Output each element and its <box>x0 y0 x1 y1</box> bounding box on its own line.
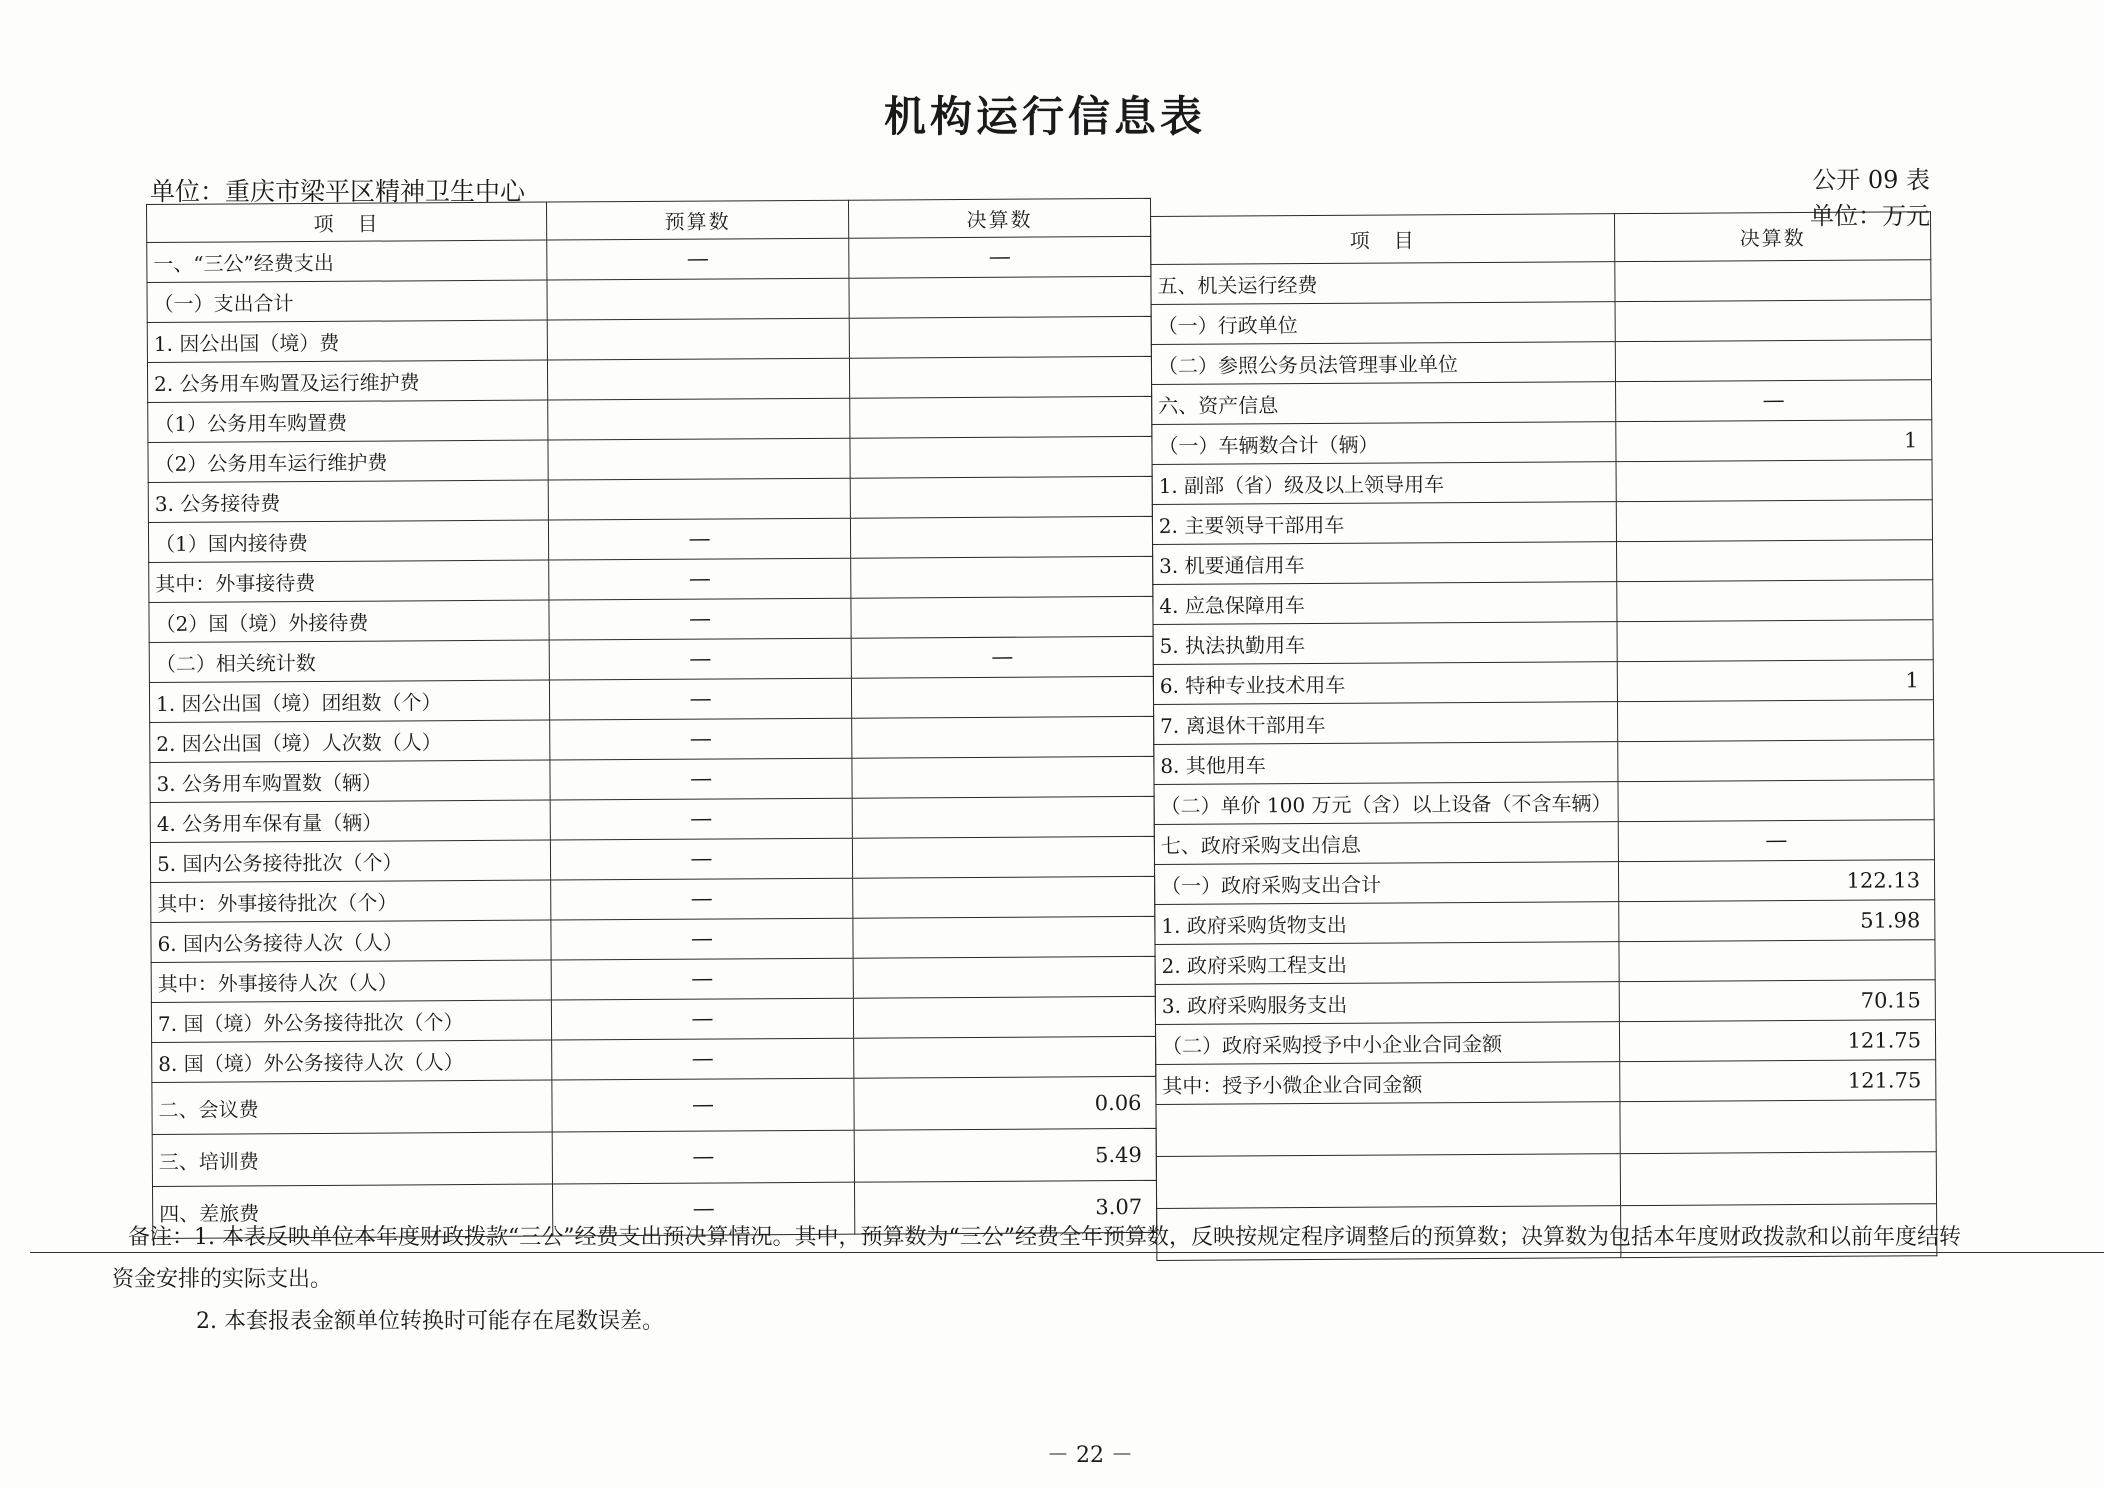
budget-cell <box>548 438 850 480</box>
item-cell: （1）国内接待费 <box>148 520 548 562</box>
final-cell <box>854 1036 1156 1078</box>
budget-cell: — <box>549 598 851 640</box>
table-row <box>151 916 1155 962</box>
table-row <box>152 1076 1156 1134</box>
item-cell: 2. 政府采购工程支出 <box>1155 942 1619 985</box>
item-cell: 其中：外事接待批次（个） <box>151 880 551 922</box>
page-number: － 22 － <box>1047 1443 1133 1468</box>
table-row <box>147 316 1151 362</box>
final-cell: — <box>1618 820 1934 862</box>
final-cell <box>850 436 1152 478</box>
budget-cell: — <box>552 1182 854 1236</box>
page-title: 机构运行信息表 <box>883 92 1206 141</box>
item-cell: 1. 因公出国（境）团组数（个） <box>149 680 549 722</box>
budget-cell <box>547 358 849 400</box>
final-cell <box>849 276 1151 318</box>
budget-cell: — <box>552 1078 854 1132</box>
table-row <box>151 996 1155 1042</box>
note-divider <box>30 1252 2104 1253</box>
item-cell: 6. 特种专业技术用车 <box>1153 662 1617 705</box>
table-row <box>147 356 1151 402</box>
table-row <box>1152 460 1932 505</box>
form-number: 公开 09 表 <box>1812 166 1930 194</box>
final-cell <box>851 556 1153 598</box>
budget-cell: — <box>549 638 851 680</box>
item-cell: 其中：授予小微企业合同金额 <box>1156 1062 1620 1105</box>
budget-cell <box>548 398 850 440</box>
item-cell: 1. 政府采购货物支出 <box>1155 902 1619 945</box>
final-cell <box>849 356 1151 398</box>
budget-cell: — <box>549 558 851 600</box>
final-cell <box>849 316 1151 358</box>
budget-cell: — <box>551 998 853 1040</box>
table-row <box>151 876 1155 922</box>
final-cell: — <box>1616 380 1932 422</box>
final-cell <box>1620 1100 1936 1154</box>
table-row <box>1153 700 1933 745</box>
budget-cell: — <box>547 238 849 280</box>
final-cell <box>852 756 1154 798</box>
item-cell: （一）支出合计 <box>147 280 547 322</box>
budget-cell: — <box>550 758 852 800</box>
final-cell <box>1619 940 1935 982</box>
item-cell: 四、差旅费 <box>153 1184 553 1238</box>
table-row <box>1151 300 1931 345</box>
table-row <box>150 836 1154 882</box>
item-cell: （1）公务用车购置费 <box>148 400 548 442</box>
final-cell: 121.75 <box>1619 1020 1935 1062</box>
table-row <box>149 636 1153 682</box>
unit-label: 单位：重庆市梁平区精神卫生中心 <box>150 177 526 206</box>
table-row <box>1154 860 1934 905</box>
table-row <box>148 396 1152 442</box>
item-cell: 8. 其他用车 <box>1154 742 1618 785</box>
table-row <box>1154 740 1934 785</box>
item-cell: （2）国（境）外接待费 <box>149 600 549 642</box>
final-cell <box>852 796 1154 838</box>
final-cell: 51.98 <box>1619 900 1935 942</box>
item-cell: （二）单价 100 万元（含）以上设备（不含车辆） <box>1154 782 1618 825</box>
final-cell <box>1615 260 1931 302</box>
note-1: 备注：1. 本表反映单位本年度财政拨款“三公”经费支出预决算情况。其中，预算数为“三公”经费全年预算数，反映按规定程序调整后的预算数；决算数为包括本年度财政拨款和以前年度结转 <box>128 1225 1961 1250</box>
table-row <box>147 236 1151 282</box>
table-row <box>150 756 1154 802</box>
item-cell <box>1156 1154 1620 1209</box>
table-row <box>152 1128 1156 1186</box>
header-budget: 预算数 <box>546 200 848 240</box>
final-cell <box>1617 580 1933 622</box>
budget-cell: — <box>550 838 852 880</box>
final-cell <box>853 956 1155 998</box>
final-cell <box>1617 620 1933 662</box>
item-cell: 二、会议费 <box>152 1080 552 1134</box>
item-cell: （一）行政单位 <box>1151 302 1615 345</box>
note-1-continued: 资金安排的实际支出。 <box>112 1267 333 1292</box>
final-cell <box>1618 780 1934 822</box>
table-row <box>1151 340 1931 385</box>
header-item: 项 目 <box>147 202 547 242</box>
final-cell: 5.49 <box>854 1128 1156 1182</box>
final-cell <box>1615 300 1931 342</box>
table-row <box>147 276 1151 322</box>
table-row <box>148 436 1152 482</box>
item-cell: 3. 机要通信用车 <box>1153 542 1617 585</box>
item-cell: （二）相关统计数 <box>149 640 549 682</box>
item-cell: 其中：外事接待人次（人） <box>151 960 551 1002</box>
item-cell: 7. 国（境）外公务接待批次（个） <box>151 1000 551 1042</box>
budget-cell: — <box>549 678 851 720</box>
budget-cell: — <box>551 958 853 1000</box>
table-row <box>1152 500 1932 545</box>
item-cell: 一、“三公”经费支出 <box>147 240 547 282</box>
note-2: 2. 本套报表金额单位转换时可能存在尾数误差。 <box>196 1309 664 1334</box>
final-cell <box>852 716 1154 758</box>
final-cell: — <box>849 236 1151 278</box>
budget-cell: — <box>551 878 853 920</box>
operations-assets-procurement-table <box>1150 211 1937 1261</box>
item-cell: 2. 公务用车购置及运行维护费 <box>147 360 547 402</box>
table-row <box>151 956 1155 1002</box>
item-cell: （一）车辆数合计（辆） <box>1152 422 1616 465</box>
final-cell <box>853 996 1155 1038</box>
item-cell: （二）政府采购授予中小企业合同金额 <box>1155 1022 1619 1065</box>
final-cell <box>1617 700 1933 742</box>
item-cell: 7. 离退休干部用车 <box>1153 702 1617 745</box>
final-cell <box>850 396 1152 438</box>
three-public-expenses-table <box>146 198 1157 1239</box>
final-cell <box>1616 460 1932 502</box>
final-cell <box>850 476 1152 518</box>
table-row <box>1155 940 1935 985</box>
budget-cell: — <box>552 1038 854 1080</box>
final-cell: 1 <box>1616 420 1932 462</box>
item-cell: 七、政府采购支出信息 <box>1154 822 1618 865</box>
item-cell: 5. 执法执勤用车 <box>1153 622 1617 665</box>
final-cell: 0.06 <box>854 1076 1156 1130</box>
final-cell <box>850 516 1152 558</box>
table-row <box>1153 620 1933 665</box>
table-row <box>1153 540 1933 585</box>
item-cell: 8. 国（境）外公务接待人次（人） <box>152 1040 552 1082</box>
budget-cell: — <box>552 1130 854 1184</box>
item-cell: 六、资产信息 <box>1152 382 1616 425</box>
table-row <box>1155 1020 1935 1065</box>
item-cell: 3. 公务用车购置数（辆） <box>150 760 550 802</box>
final-cell <box>851 676 1153 718</box>
table-row <box>1156 1060 1936 1105</box>
table-row <box>1156 1100 1936 1157</box>
budget-cell: — <box>551 918 853 960</box>
final-cell: — <box>851 636 1153 678</box>
header-final: 决算数 <box>1614 212 1930 262</box>
final-cell: 70.15 <box>1619 980 1935 1022</box>
header-final: 决算数 <box>848 198 1150 238</box>
budget-cell <box>547 318 849 360</box>
item-cell: （一）政府采购支出合计 <box>1154 862 1618 905</box>
item-cell: 4. 应急保障用车 <box>1153 582 1617 625</box>
table-row <box>149 676 1153 722</box>
item-cell: （二）参照公务员法管理事业单位 <box>1151 342 1615 385</box>
final-cell: 3.07 <box>854 1180 1156 1234</box>
table-row <box>149 556 1153 602</box>
currency-unit: 单位：万元 <box>1810 202 1930 230</box>
item-cell: 1. 因公出国（境）费 <box>147 320 547 362</box>
table-row <box>1151 260 1931 305</box>
table-row <box>152 1036 1156 1082</box>
item-cell: （2）公务用车运行维护费 <box>148 440 548 482</box>
budget-cell: — <box>550 798 852 840</box>
item-cell: 三、培训费 <box>152 1132 552 1186</box>
final-cell <box>1620 1152 1936 1206</box>
header-item: 项 目 <box>1151 214 1615 265</box>
item-cell: 3. 政府采购服务支出 <box>1155 982 1619 1025</box>
item-cell: 其中：外事接待费 <box>149 560 549 602</box>
item-cell: 5. 国内公务接待批次（个） <box>150 840 550 882</box>
budget-cell: — <box>550 718 852 760</box>
item-cell: 4. 公务用车保有量（辆） <box>150 800 550 842</box>
final-cell: 1 <box>1617 660 1933 702</box>
table-row <box>148 516 1152 562</box>
final-cell <box>1615 340 1931 382</box>
table-row <box>148 476 1152 522</box>
budget-cell: — <box>548 518 850 560</box>
table-row <box>150 716 1154 762</box>
final-cell: 122.13 <box>1618 860 1934 902</box>
table-row <box>1152 380 1932 425</box>
final-cell <box>1616 540 1932 582</box>
item-cell: 3. 公务接待费 <box>148 480 548 522</box>
final-cell <box>853 916 1155 958</box>
table-row <box>150 796 1154 842</box>
table-row <box>149 596 1153 642</box>
table-row <box>1155 900 1935 945</box>
final-cell <box>852 836 1154 878</box>
final-cell <box>853 876 1155 918</box>
budget-cell <box>547 278 849 320</box>
table-row <box>1155 980 1935 1025</box>
item-cell: 五、机关运行经费 <box>1151 262 1615 305</box>
table-row <box>1154 780 1934 825</box>
item-cell: 2. 因公出国（境）人次数（人） <box>150 720 550 762</box>
item-cell: 1. 副部（省）级及以上领导用车 <box>1152 462 1616 505</box>
item-cell: 2. 主要领导干部用车 <box>1152 502 1616 545</box>
item-cell: 6. 国内公务接待人次（人） <box>151 920 551 962</box>
budget-cell <box>548 478 850 520</box>
table-row <box>1153 580 1933 625</box>
table-row <box>1156 1152 1936 1209</box>
final-cell: 121.75 <box>1620 1060 1936 1102</box>
item-cell <box>1156 1102 1620 1157</box>
table-row <box>1152 420 1932 465</box>
final-cell <box>1618 740 1934 782</box>
final-cell <box>1616 500 1932 542</box>
final-cell <box>851 596 1153 638</box>
table-row <box>1154 820 1934 865</box>
table-row <box>1153 660 1933 705</box>
